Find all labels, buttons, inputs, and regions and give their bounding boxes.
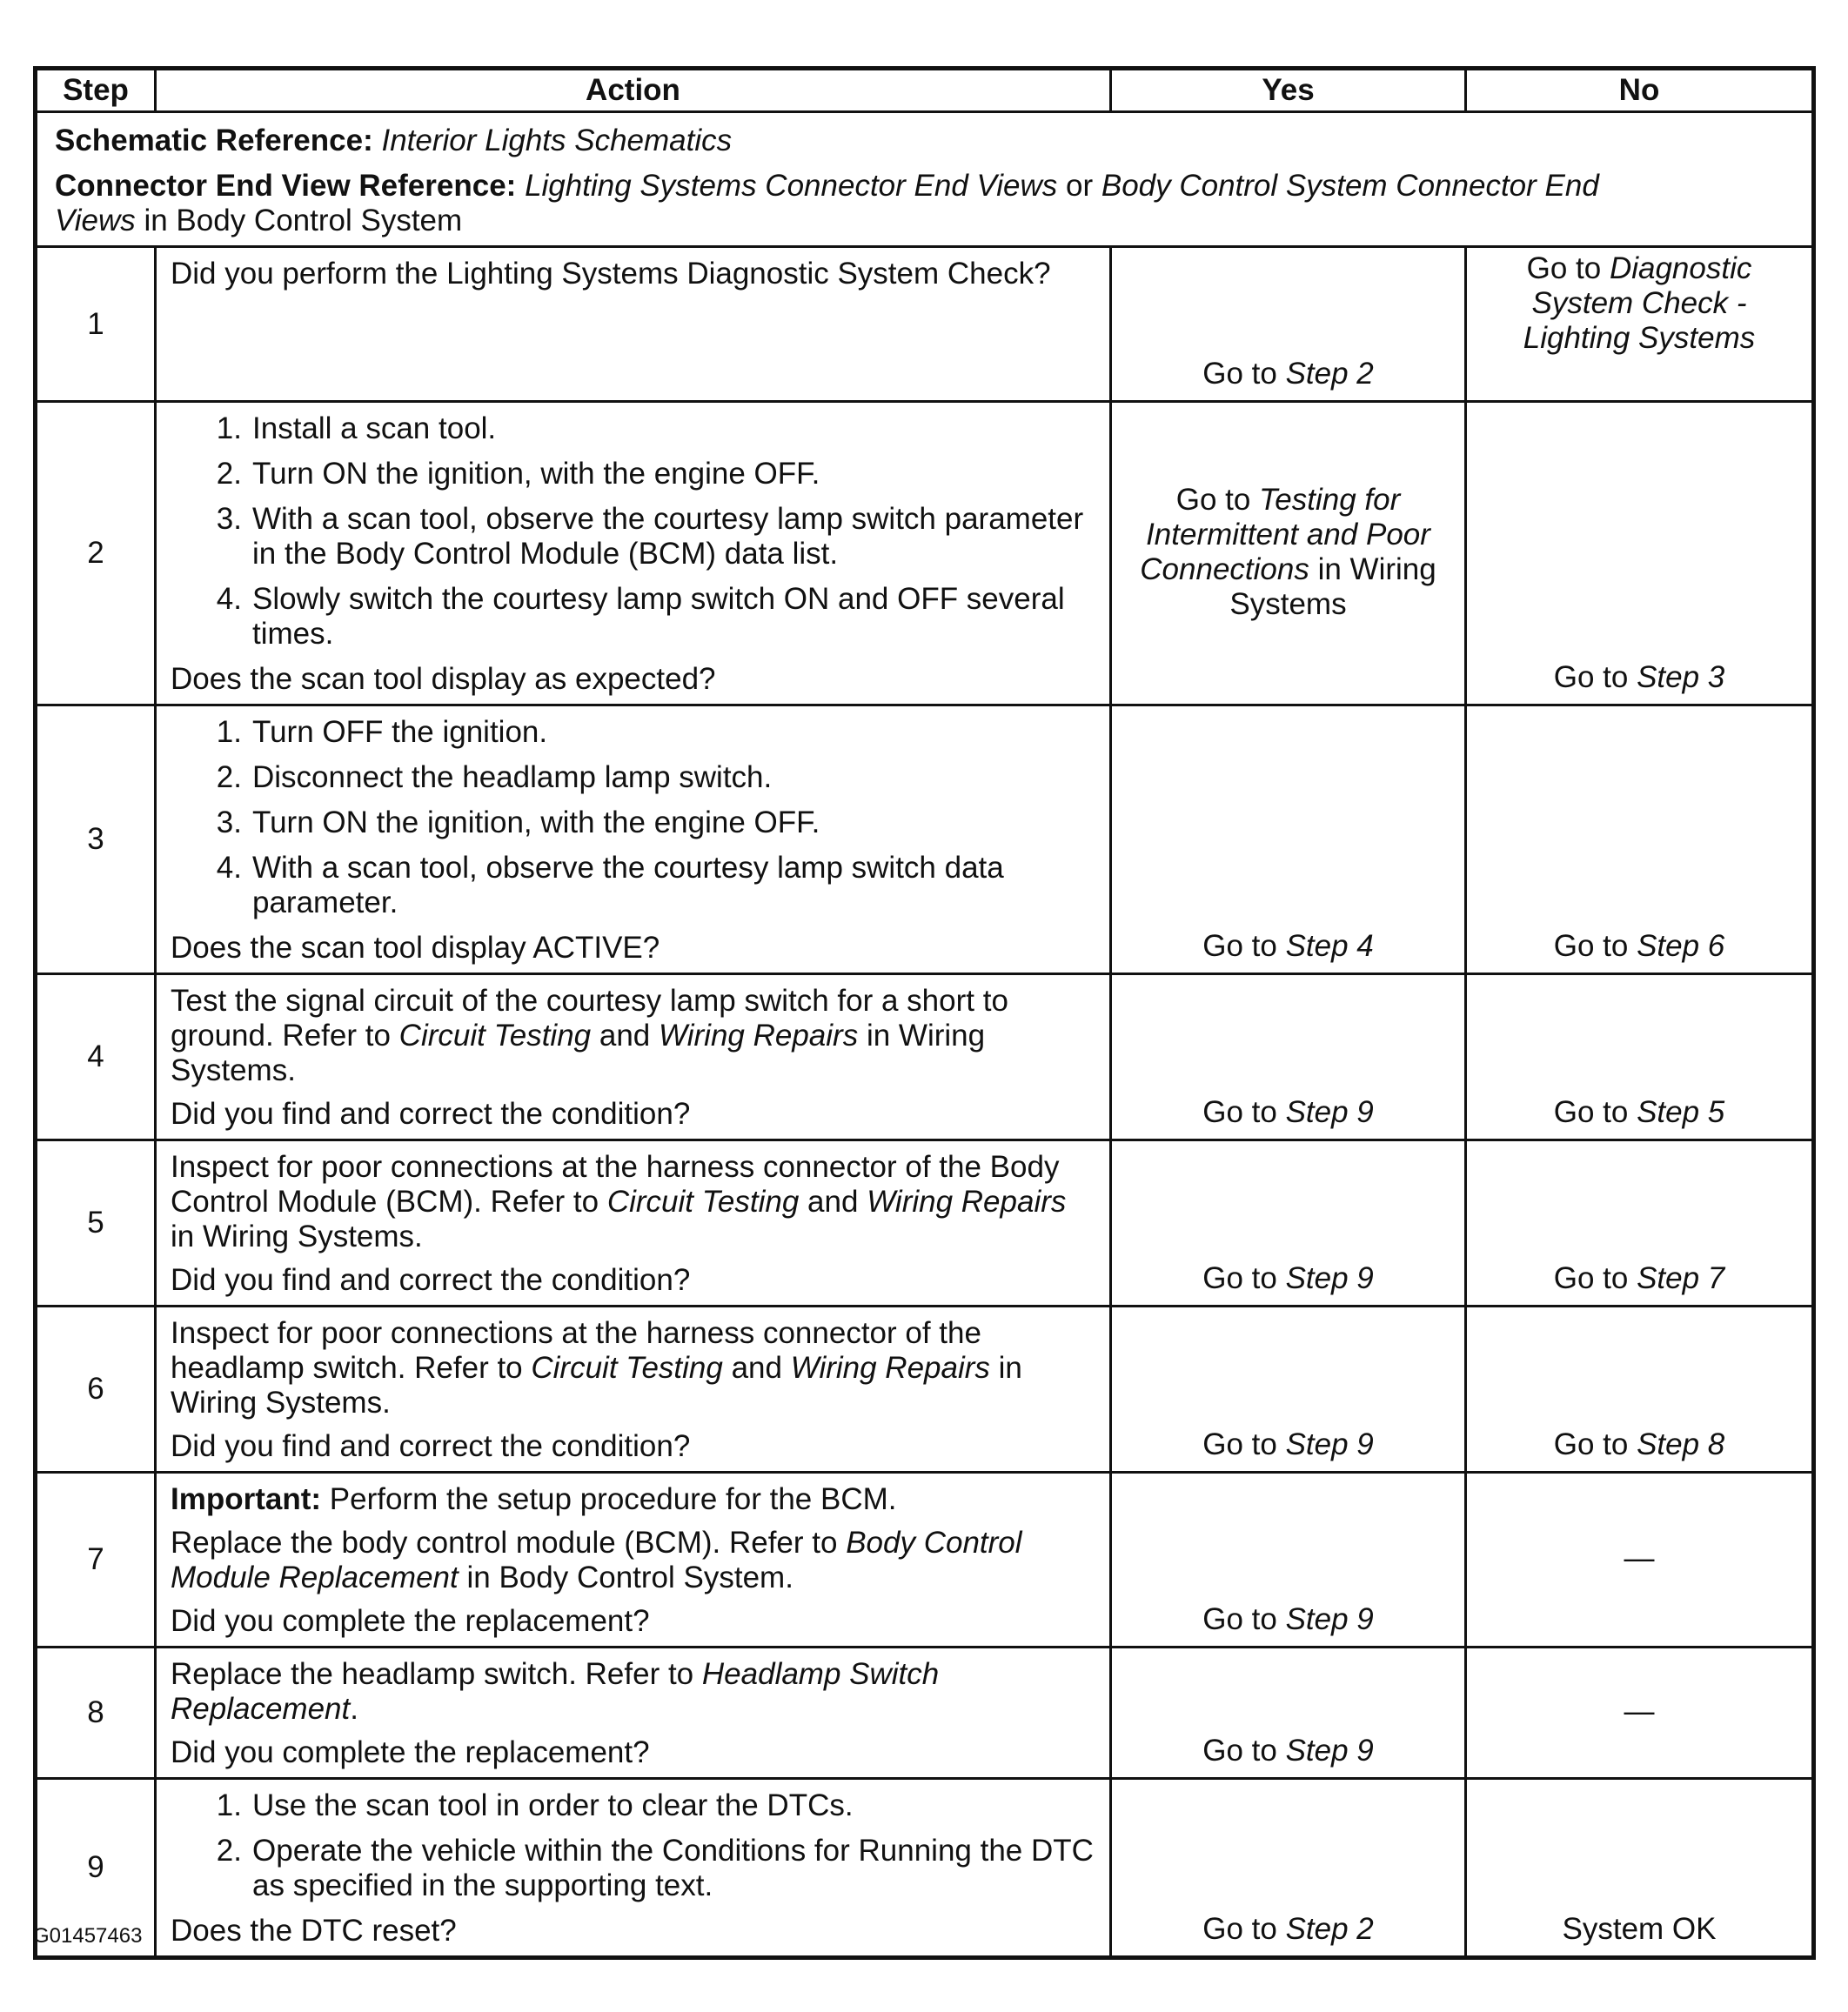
list-item: 4. Slowly switch the courtesy lamp switch ON and OFF several times. (216, 582, 1065, 651)
no-cell: System OK (1466, 1779, 1814, 1958)
yes-cell: Go to Testing for Intermittent and Poor Connections in Wiring Systems (1111, 402, 1466, 705)
wiring-repairs-link: Wiring Repairs (790, 1351, 990, 1385)
list-item: 1. Use the scan tool in order to clear the DTCs. (216, 1788, 854, 1822)
step-number: 2 (36, 402, 156, 705)
connector-reference-link-2: Body Control System Connector End Views (55, 169, 1599, 237)
yes-link: Step 9 (1285, 1602, 1374, 1636)
step-row (36, 1779, 1814, 1958)
step-number: 3 (36, 705, 156, 974)
header-yes: Yes (1111, 69, 1466, 112)
step-number: 6 (36, 1307, 156, 1473)
action-cell (156, 402, 1111, 705)
yes-cell: Go to Step 9 (1111, 1473, 1466, 1648)
yes-cell: Go to Step 9 (1111, 1648, 1466, 1779)
header-action: Action (156, 69, 1111, 112)
action-cell (156, 705, 1111, 974)
yes-link: Step 9 (1285, 1261, 1374, 1295)
no-link: Step 6 (1637, 929, 1725, 963)
no-cell: Go to Step 6 (1466, 705, 1814, 974)
list-item: 2. Turn ON the ignition, with the engine OFF. (216, 457, 820, 491)
connector-reference: Connector End View Reference: Lighting Systems Connector End Views or Body Control System Connector End Views in Body Control System (55, 169, 1599, 237)
action-cell (156, 1140, 1111, 1307)
step-number: 1 (36, 247, 156, 402)
yes-cell: Go to Step 2 (1111, 1779, 1466, 1958)
step-row (36, 247, 1814, 402)
yes-link: Step 2 (1285, 357, 1374, 391)
no-cell: — (1466, 1473, 1814, 1648)
yes-link: Step 2 (1285, 1912, 1374, 1946)
step-question: Did you find and correct the condition? (171, 1097, 691, 1131)
step-question: Did you complete the replacement? (171, 1735, 650, 1769)
list-item: 3. With a scan tool, observe the courtesy lamp switch parameter in the Body Control Module (BCM) data list. (216, 502, 1084, 571)
diagnostic-table (33, 66, 1816, 1960)
step-row (36, 402, 1814, 705)
list-item: 2. Operate the vehicle within the Conditions for Running the DTC as specified in the supporting text. (216, 1834, 1094, 1902)
header-row (36, 69, 1814, 112)
action-cell (156, 247, 1111, 402)
header-step: Step (36, 69, 156, 112)
step-row (36, 974, 1814, 1140)
list-item: 4. With a scan tool, observe the courtesy lamp switch data parameter. (216, 851, 1004, 919)
no-link: Step 3 (1637, 660, 1725, 694)
wiring-repairs-link: Wiring Repairs (659, 1019, 859, 1053)
yes-cell: Go to Step 9 (1111, 1307, 1466, 1473)
procedure-list (171, 1788, 1095, 1903)
step-row (36, 1648, 1814, 1779)
no-cell: Go to Step 5 (1466, 974, 1814, 1140)
step-question: Does the DTC reset? (171, 1914, 457, 1948)
action-cell (156, 1779, 1111, 1958)
action-cell (156, 1648, 1111, 1779)
step-instruction: Test the signal circuit of the courtesy lamp switch for a short to ground. Refer to Circuit Testing and Wiring Repairs in Wiring Systems. (171, 984, 1008, 1087)
wiring-repairs-link: Wiring Repairs (867, 1185, 1067, 1219)
yes-link: Step 4 (1285, 929, 1374, 963)
no-link: Step 7 (1637, 1261, 1725, 1295)
action-cell (156, 1473, 1111, 1648)
step-question: Does the scan tool display as expected? (171, 662, 716, 696)
yes-link: Testing for Intermittent and Poor Connections (1140, 483, 1430, 586)
connector-reference-link-1: Lighting Systems Connector End Views (525, 169, 1058, 203)
list-item: 2. Disconnect the headlamp lamp switch. (216, 760, 773, 794)
yes-link: Step 9 (1285, 1427, 1374, 1461)
step-question: Did you complete the replacement? (171, 1604, 650, 1638)
yes-link: Step 9 (1285, 1095, 1374, 1129)
schematic-reference: Schematic Reference: Interior Lights Schematics (55, 124, 733, 157)
step-question: Did you find and correct the condition? (171, 1263, 691, 1297)
yes-cell: Go to Step 4 (1111, 705, 1466, 974)
step-number: 9 (36, 1779, 156, 1958)
important-note: Important: Perform the setup procedure for the BCM. (171, 1482, 897, 1516)
no-link: Step 5 (1637, 1095, 1725, 1129)
yes-cell: Go to Step 9 (1111, 1140, 1466, 1307)
procedure-list (171, 411, 1095, 652)
yes-link: Step 9 (1285, 1734, 1374, 1768)
step-number: 8 (36, 1648, 156, 1779)
yes-cell: Go to Step 2 (1111, 247, 1466, 402)
step-row (36, 1307, 1814, 1473)
list-item: 3. Turn ON the ignition, with the engine OFF. (216, 805, 820, 839)
step-number: 4 (36, 974, 156, 1140)
diagnostic-table-sheet (33, 66, 1811, 1960)
no-link: Diagnostic System Check - Lighting Systems (1523, 251, 1756, 355)
no-cell: — (1466, 1648, 1814, 1779)
step-row (36, 705, 1814, 974)
circuit-testing-link: Circuit Testing (606, 1185, 800, 1219)
list-item: 1. Install a scan tool. (216, 411, 497, 445)
step-instruction: Inspect for poor connections at the harness connector of the headlamp switch. Refer to Circuit Testing and Wiring Repairs in Wiring Systems. (171, 1316, 1022, 1420)
step-row (36, 1140, 1814, 1307)
action-cell (156, 1307, 1111, 1473)
bcm-replacement-link: Body Control Module Replacement (171, 1526, 1022, 1594)
step-question: Does the scan tool display ACTIVE? (171, 931, 660, 965)
schematic-reference-link: Interior Lights Schematics (381, 124, 733, 157)
no-link: Step 8 (1637, 1427, 1725, 1461)
procedure-list (171, 715, 1095, 920)
no-cell: Go to Diagnostic System Check - Lighting Systems (1466, 247, 1814, 402)
action-cell (156, 974, 1111, 1140)
circuit-testing-link: Circuit Testing (398, 1019, 592, 1053)
step-question: Did you perform the Lighting Systems Diagnostic System Check? (171, 257, 1051, 291)
step-number: 5 (36, 1140, 156, 1307)
no-cell: Go to Step 3 (1466, 402, 1814, 705)
step-instruction: Inspect for poor connections at the harness connector of the Body Control Module (BCM). Refer to Circuit Testing and Wiring Repairs in Wiring Systems. (171, 1150, 1067, 1253)
step-row (36, 1473, 1814, 1648)
no-cell: Go to Step 8 (1466, 1307, 1814, 1473)
no-cell: Go to Step 7 (1466, 1140, 1814, 1307)
list-item: 1. Turn OFF the ignition. (216, 715, 548, 749)
yes-cell: Go to Step 9 (1111, 974, 1466, 1140)
step-question: Did you find and correct the condition? (171, 1429, 691, 1463)
header-no: No (1466, 69, 1814, 112)
figure-id: G01457463 (33, 1924, 143, 1948)
step-instruction: Replace the headlamp switch. Refer to Headlamp Switch Replacement. (171, 1657, 940, 1726)
step-instruction: Replace the body control module (BCM). Refer to Body Control Module Replacement in Body Control System. (171, 1526, 1022, 1594)
headlamp-switch-replacement-link: Headlamp Switch Replacement (171, 1657, 940, 1726)
step-number: 7 (36, 1473, 156, 1648)
reference-row (36, 112, 1814, 247)
circuit-testing-link: Circuit Testing (531, 1351, 723, 1385)
